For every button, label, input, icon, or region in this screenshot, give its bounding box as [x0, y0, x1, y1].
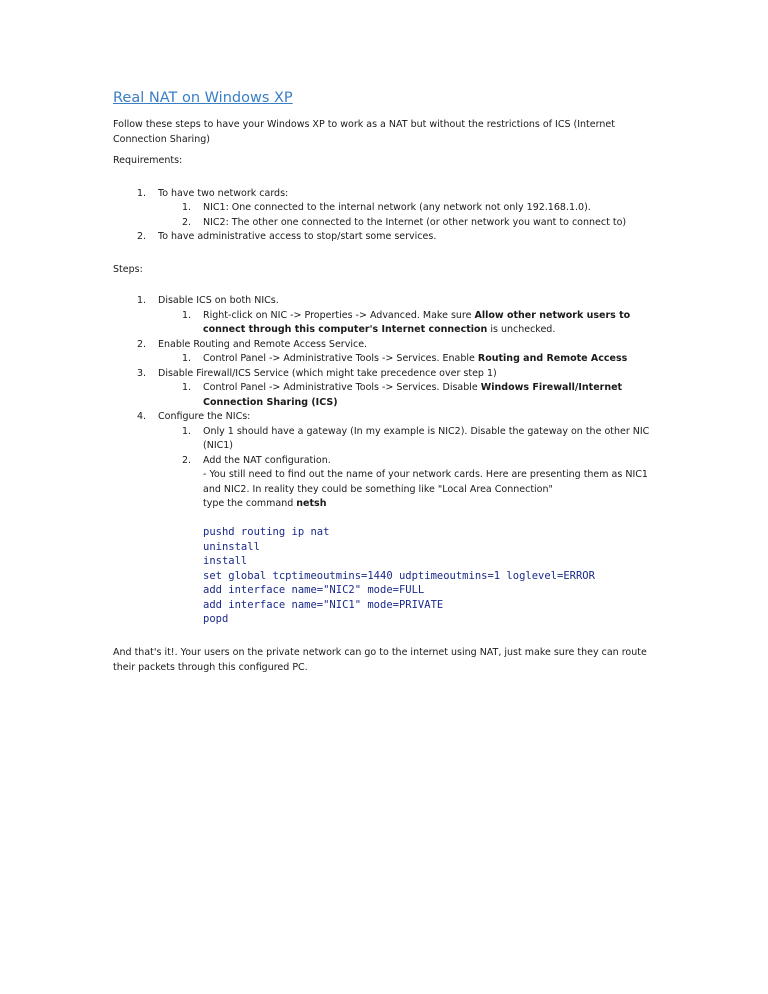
list-item-continuation: [203, 396, 338, 411]
intro-paragraph: [113, 118, 615, 147]
list-number: 2.: [137, 231, 147, 242]
bold-run: Connection Sharing (ICS): [203, 397, 338, 408]
list-item: NIC2: The other one connected to the Internet (or other network you want to connect to): [203, 217, 627, 228]
list-item: To have two network cards:: [158, 188, 289, 199]
list-number: 4.: [137, 411, 147, 422]
list-item-continuation: - You still need to find out the name of your network cards. Here are presenting them as NIC1: [203, 469, 648, 480]
list-item: [203, 381, 622, 396]
list-item: Enable Routing and Remote Access Service.: [158, 339, 368, 350]
list-number: 1.: [182, 382, 192, 393]
list-number: 1.: [137, 295, 147, 306]
list-item: Configure the NICs:: [158, 411, 251, 422]
bold-run: connect through this computer's Internet connection: [203, 324, 488, 335]
closing-line-2: their packets through this configured PC.: [113, 661, 308, 673]
list-item: Disable Firewall/ICS Service (which might take precedence over step 1): [158, 368, 497, 379]
list-item-continuation: [203, 323, 555, 338]
page-title[interactable]: Real NAT on Windows XP: [113, 90, 293, 106]
code-line: add interface name="NIC1" mode=PRIVATE: [203, 599, 444, 611]
text-run: Control Panel -> Administrative Tools -> Services. Enable: [203, 353, 478, 364]
code-line: pushd routing ip nat: [203, 526, 330, 538]
code-line: add interface name="NIC2" mode=FULL: [203, 584, 425, 596]
code-line: set global tcptimeoutmins=1440 udptimeoutmins=1 loglevel=ERROR: [203, 570, 595, 582]
bold-run: Allow other network users to: [474, 310, 631, 321]
list-item: Disable ICS on both NICs.: [158, 295, 279, 306]
bold-run: netsh: [296, 498, 327, 509]
list-item-continuation: (NIC1): [203, 440, 233, 451]
bold-run: Windows Firewall/Internet: [480, 382, 623, 393]
text-run: is unchecked.: [487, 324, 556, 335]
list-number: 1.: [182, 353, 192, 364]
steps-heading: Steps:: [113, 264, 143, 275]
list-number: 1.: [182, 426, 192, 437]
list-item-continuation: and NIC2. In reality they could be something like "Local Area Connection": [203, 484, 553, 495]
list-number: 1.: [182, 310, 192, 321]
list-item: NIC1: One connected to the internal network (any network not only 192.168.1.0).: [203, 202, 591, 213]
list-item: Only 1 should have a gateway (In my example is NIC2). Disable the gateway on the other NIC: [203, 426, 650, 437]
list-item: Add the NAT configuration.: [203, 455, 331, 466]
bold-run: Routing and Remote Access: [477, 353, 628, 364]
list-number: 2.: [182, 217, 192, 228]
intro-line-1: Follow these steps to have your Windows XP to work as a NAT but without the restrictions of ICS (Internet: [113, 119, 615, 130]
list-number: 3.: [137, 368, 147, 379]
list-number: 1.: [182, 202, 192, 213]
code-line: uninstall: [203, 541, 260, 553]
list-item: [203, 352, 627, 367]
closing-paragraph: [113, 646, 647, 675]
list-item: [203, 309, 630, 324]
list-item-continuation: [203, 497, 326, 512]
text-run: Right-click on NIC -> Properties -> Advanced. Make sure: [203, 310, 475, 321]
text-run: Control Panel -> Administrative Tools -> Services. Disable: [203, 382, 481, 393]
list-number: 1.: [137, 188, 147, 199]
list-item: To have administrative access to stop/start some services.: [158, 231, 437, 242]
text-run: type the command: [203, 498, 297, 509]
list-number: 2.: [182, 455, 192, 466]
requirements-heading: Requirements:: [113, 155, 183, 166]
closing-line-1: And that's it!. Your users on the private network can go to the internet using NAT, just make sure they can route: [113, 647, 647, 658]
code-line: install: [203, 555, 248, 567]
list-number: 2.: [137, 339, 147, 350]
intro-line-2: Connection Sharing): [113, 133, 210, 145]
code-line: popd: [203, 613, 229, 625]
